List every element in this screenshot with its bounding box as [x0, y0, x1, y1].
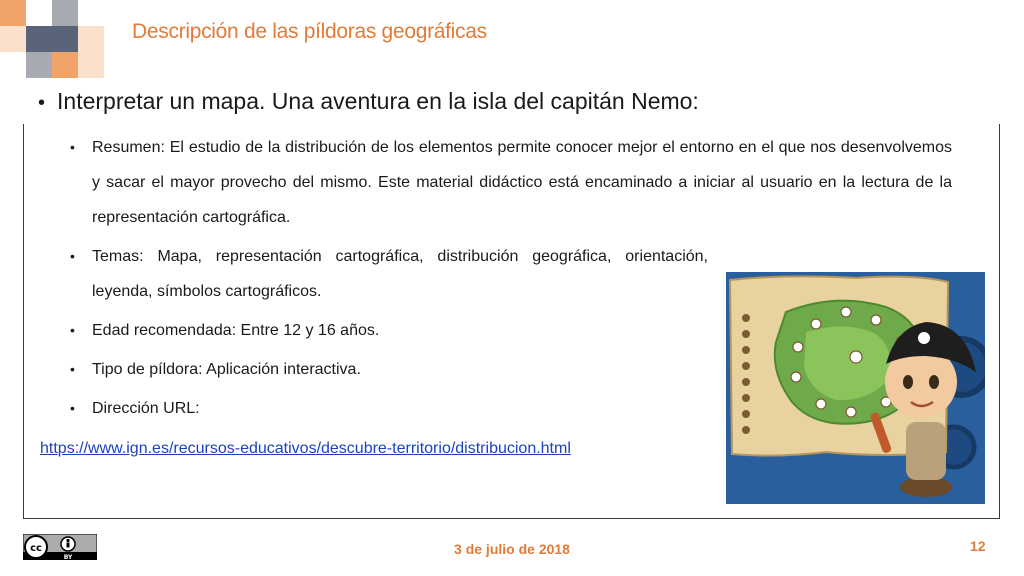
main-bullet-text: Interpretar un mapa. Una aventura en la isla del capitán Nemo: — [57, 88, 699, 114]
bullet-dot: • — [38, 92, 46, 114]
list-item-topics: • Temas: Mapa, representación cartográfica, distribución geográfica, orientación, leyenda, símbolos cartográficos. — [68, 239, 708, 309]
resource-url-link[interactable]: https://www.ign.es/recursos-educativos/descubre-territorio/distribucion.html — [40, 440, 571, 457]
main-bullet — [38, 88, 699, 115]
corner-decoration — [0, 0, 110, 80]
footer-date: 3 de julio de 2018 — [454, 541, 570, 557]
pirate-map-illustration — [726, 272, 985, 504]
list-item-url-label: • Dirección URL: — [68, 391, 952, 426]
list-item-age: • Edad recomendada: Entre 12 y 16 años. — [68, 313, 952, 348]
svg-text:BY: BY — [63, 554, 73, 560]
list-item-summary: • Resumen: El estudio de la distribución de los elementos permite conocer mejor el entorno en el que nos desenvolvemos y sacar el mayor provecho del mismo. Este material didáctico está encaminado a iniciar al usuario en la lectura de la representación cartográfica. — [68, 130, 952, 235]
svg-text:cc: cc — [30, 543, 42, 554]
slide-title: Descripción de las píldoras geográficas — [132, 20, 487, 43]
list-item-type: • Tipo de píldora: Aplicación interactiva. — [68, 352, 952, 387]
page-number: 12 — [970, 538, 986, 554]
